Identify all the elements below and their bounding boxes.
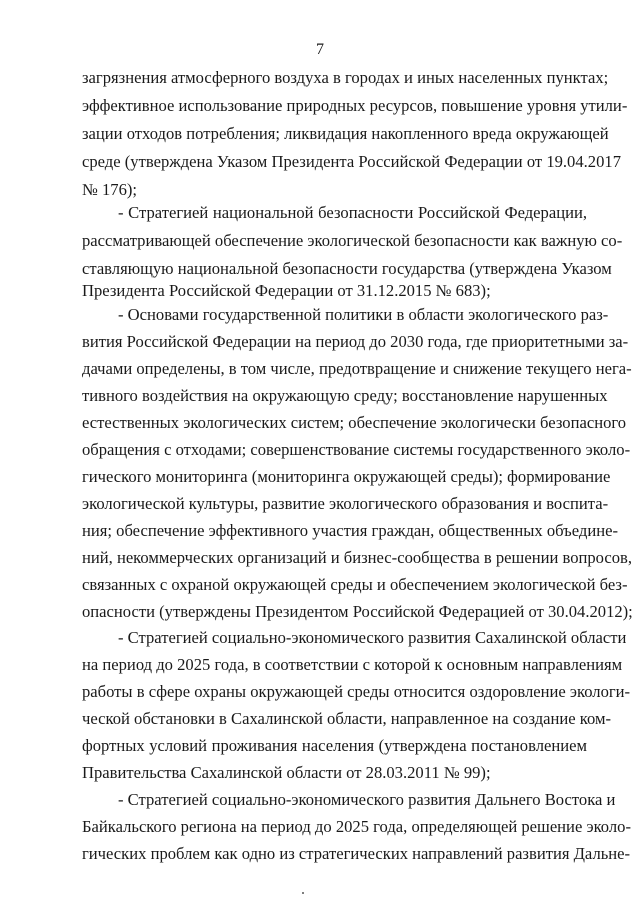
text-line: естественных экологических систем; обеспечение экологически безопасного: [82, 413, 627, 432]
text-line: ческой обстановки в Сахалинской области, направленное на создание ком-: [82, 709, 612, 728]
text-line: ставляющую национальной безопасности государства (утверждена Указом: [82, 259, 612, 278]
text-line: гических проблем как одно из стратегических направлений развития Дальне-: [82, 844, 631, 863]
text-line: гического мониторинга (мониторинга окружающей среды); формирование: [82, 467, 611, 486]
text-line: № 176);: [82, 180, 138, 199]
text-line: рассматривающей обеспечение экологической безопасности как важную со-: [82, 231, 623, 250]
text-line: работы в сфере охраны окружающей среды относится оздоровление экологи-: [82, 682, 631, 701]
text-line: Президента Российской Федерации от 31.12.2015 № 683);: [82, 281, 491, 300]
text-line: - Стратегией социально-экономического развития Сахалинской области: [118, 628, 627, 647]
text-line: эффективное использование природных ресурсов, повышение уровня утили-: [82, 96, 628, 115]
text-line: среде (утверждена Указом Президента Российской Федерации от 19.04.2017: [82, 152, 621, 171]
text-line: на период до 2025 года, в соответствии с которой к основным направлениям: [82, 655, 623, 674]
text-line: обращения с отходами; совершенствование системы государственного эколо-: [82, 440, 631, 459]
text-line: - Стратегией социально-экономического развития Дальнего Востока и: [118, 790, 616, 809]
text-line: фортных условий проживания населения (утверждена постановлением: [82, 736, 587, 755]
text-line: зации отходов потребления; ликвидация накопленного вреда окружающей: [82, 124, 609, 143]
page-number: 7: [316, 41, 324, 58]
text-line: - Основами государственной политики в области экологического раз-: [118, 305, 609, 324]
text-line: - Стратегией национальной безопасности Российской Федерации,: [118, 203, 587, 222]
text-line: экологической культуры, развитие экологического образования и воспита-: [82, 494, 609, 513]
text-line: тивного воздействия на окружающую среду; восстановление нарушенных: [82, 386, 608, 405]
text-line: дачами определены, в том числе, предотвращение и снижение текущего нега-: [82, 359, 632, 378]
text-line: Правительства Сахалинской области от 28.03.2011 № 99);: [82, 763, 491, 782]
text-line: опасности (утверждены Президентом Российской Федерацией от 30.04.2012);: [82, 602, 633, 621]
text-line: связанных с охраной окружающей среды и обеспечением экологической без-: [82, 575, 628, 594]
text-line: загрязнения атмосферного воздуха в городах и иных населенных пунктах;: [82, 68, 609, 87]
text-line: Байкальского региона на период до 2025 года, определяющей решение эколо-: [82, 817, 631, 836]
scan-speck: [302, 892, 304, 894]
text-line: ния; обеспечение эффективного участия граждан, общественных объедине-: [82, 521, 618, 540]
text-line: ний, некоммерческих организаций и бизнес-сообщества в решении вопросов,: [82, 548, 633, 567]
text-line: вития Российской Федерации на период до 2030 года, где приоритетными за-: [82, 332, 629, 351]
